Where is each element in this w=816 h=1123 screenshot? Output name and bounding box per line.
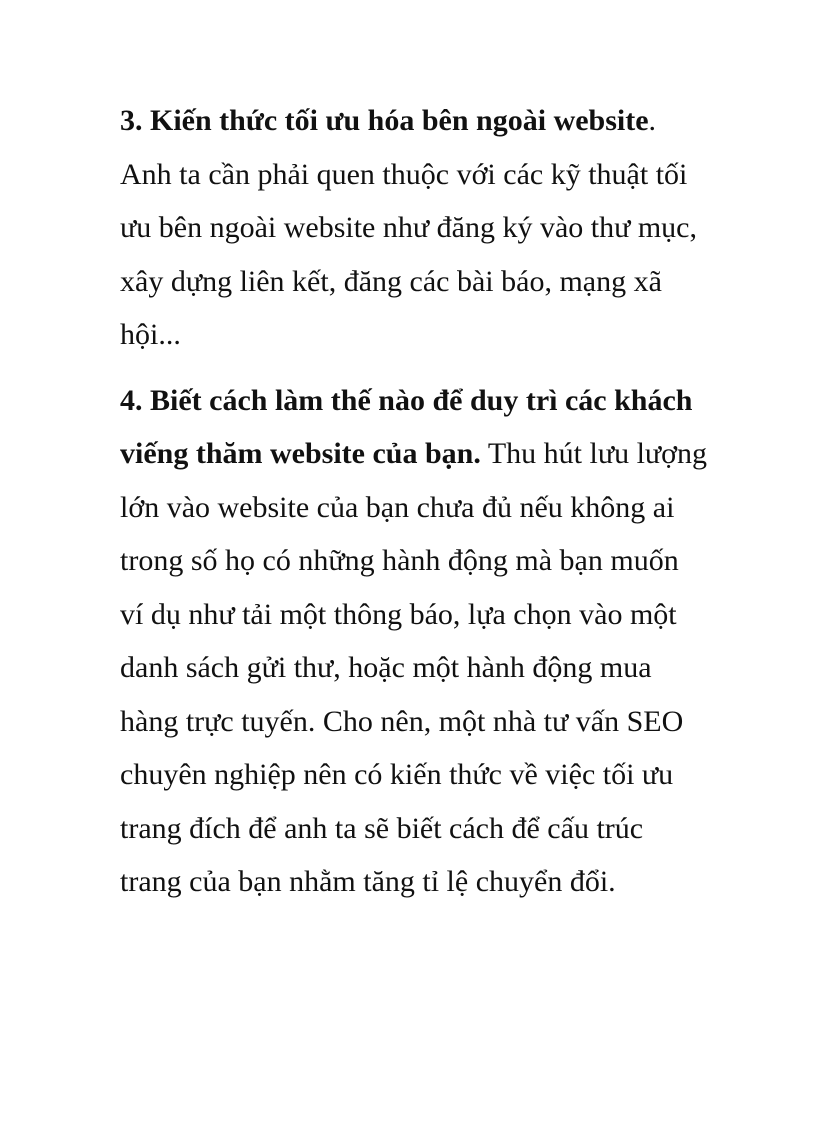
section-3-body-line: hội... [120, 318, 181, 351]
section-4-body-line: hàng trực tuyến. Cho nên, một nhà tư vấn SEO [120, 704, 684, 738]
section-3-heading: 3. Kiến thức tối ưu hóa bên ngoài website [120, 104, 649, 137]
section-4-heading-line-1: 4. Biết cách làm thế nào để duy trì các khách [120, 383, 693, 417]
section-4-paragraph [120, 374, 720, 909]
section-3-body-line: ưu bên ngoài website như đăng ký vào thư mục, [120, 211, 698, 244]
section-4-body-line: chuyên nghiệp nên có kiến thức về việc tối ưu [120, 758, 674, 791]
section-4-heading-line-2 [120, 427, 720, 481]
section-4-body-line: ví dụ như tải một thông báo, lựa chọn vào một [120, 597, 677, 631]
section-4-body-start: Thu hút lưu lượng [480, 437, 708, 470]
section-3-heading-period: . [648, 104, 657, 137]
section-4-body-line: trang của bạn nhằm tăng tỉ lệ chuyển đổi. [120, 865, 616, 898]
section-4-body-line: danh sách gửi thư, hoặc một hành động mua [120, 651, 652, 684]
document-body [120, 94, 720, 909]
section-4-body-line: trong số họ có những hành động mà bạn muốn [120, 544, 679, 577]
section-3-body-line: Anh ta cần phải quen thuộc với các kỹ thuật tối [120, 157, 688, 191]
section-4-body-line: lớn vào website của bạn chưa đủ nếu không ai [120, 490, 675, 524]
section-3-paragraph [120, 94, 720, 362]
section-4-heading-end: viếng thăm website của bạn. [120, 437, 481, 470]
section-3-heading-line [120, 94, 720, 148]
section-4-body-line: trang đích để anh ta sẽ biết cách để cấu trúc [120, 811, 644, 845]
section-3-body-line: xây dựng liên kết, đăng các bài báo, mạng xã [120, 264, 662, 298]
